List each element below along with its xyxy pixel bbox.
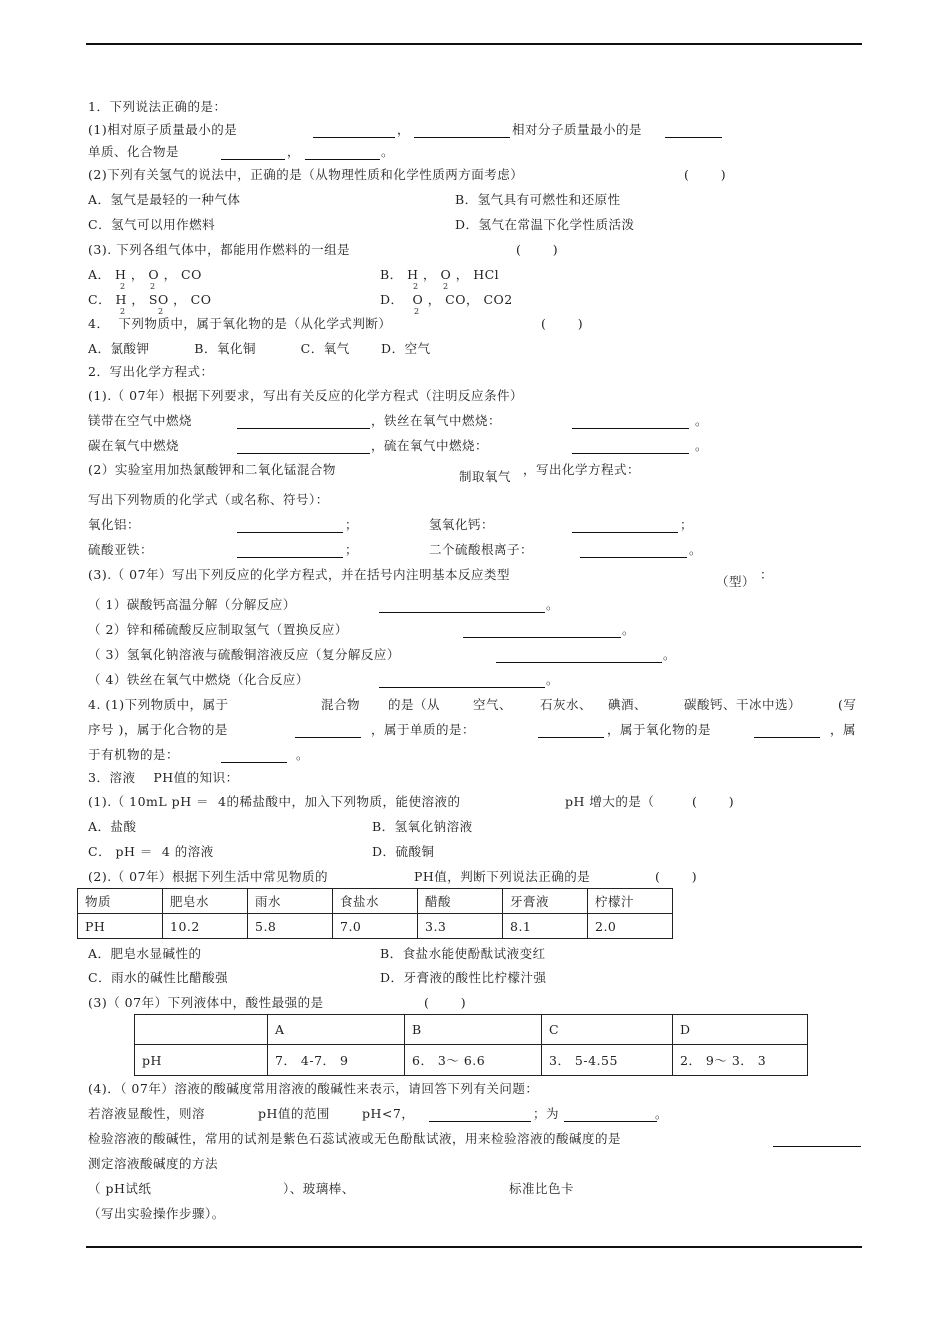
s2-q2-r2c: 二个硫酸根离子： <box>429 542 534 557</box>
blank[interactable] <box>773 1146 861 1147</box>
table-cell: 6． 3～ 6.6 <box>405 1045 542 1076</box>
answer-paren[interactable]: ( ) <box>692 794 735 809</box>
blank[interactable] <box>221 159 285 160</box>
s1-q3-text: (3). 下列各组气体中，都能用作燃料的一组是 <box>88 242 351 257</box>
s2-q4-l3a: 于有机物的是： <box>88 747 180 762</box>
s2-q3-end2: ： <box>760 567 774 582</box>
option-c: C．雨水的碱性比醋酸强 <box>88 970 229 985</box>
table-cell: PH <box>78 914 163 939</box>
option-b: B．食盐水能使酚酞试液变红 <box>380 946 546 961</box>
blank[interactable] <box>572 428 689 429</box>
section1-heading: 1．下列说法正确的是： <box>88 99 227 114</box>
table-header-cell: 醋酸 <box>418 889 503 914</box>
period: 。 <box>695 438 709 453</box>
s2-q2-mid: 制取氧气 <box>459 469 512 484</box>
s2-q1-r1a: 镁带在空气中燃烧 <box>88 413 193 428</box>
subscript: 2 <box>443 282 449 291</box>
table-cell: 2.0 <box>588 914 673 939</box>
blank[interactable] <box>379 612 545 613</box>
table-cell: 2． 9～ 3． 3 <box>673 1045 808 1076</box>
s2-q4-f: 碘酒、 <box>608 697 648 712</box>
s2-q3-end: （型） <box>716 574 756 589</box>
s2-q2-r1a: 氧化铝： <box>88 517 141 532</box>
s2-q4-d: 空气、 <box>473 697 513 712</box>
s2-q1-r2b: ，硫在氧气中燃烧： <box>371 438 489 453</box>
option-a: A．氢气是最轻的一种气体 <box>88 192 241 207</box>
table-cell: pH <box>135 1045 268 1076</box>
s2-q2-end: ，写出化学方程式： <box>523 462 641 477</box>
s3-q4-l5c: 标准比色卡 <box>509 1181 575 1196</box>
s2-q4-e: 石灰水、 <box>540 697 593 712</box>
s2-q2-r1b: ； <box>345 517 359 532</box>
blank[interactable] <box>564 1121 657 1122</box>
s3-q4-l2a: 若溶液显酸性，则溶 <box>88 1106 206 1121</box>
s1-q2-text: (2)下列有关氢气的说法中，正确的是（从物理性质和化学性质两方面考虑） <box>88 167 524 182</box>
option-a: A．肥皂水显碱性的 <box>88 946 202 961</box>
s3-q4-l5a: （ pH试纸 <box>88 1181 152 1196</box>
answer-paren[interactable]: ( ) <box>516 242 559 257</box>
s2-q4-a: 4. (1)下列物质中，属于 <box>88 697 229 712</box>
subscript: 2 <box>150 282 156 291</box>
section2-heading: 2．写出化学方程式： <box>88 364 214 379</box>
s2-q3-s4: （ 4）铁丝在氧气中燃烧（化合反应） <box>88 672 309 687</box>
ph-table <box>77 888 673 939</box>
blank[interactable] <box>237 532 343 533</box>
s2-q1-r1b: ，铁丝在氧气中燃烧： <box>371 413 502 428</box>
s3-q4-text: (4)．（ 07年）溶液的酸碱度常用溶液的酸碱性来表示，请回答下列有关问题： <box>88 1081 539 1096</box>
blank[interactable] <box>463 637 621 638</box>
option-d: D．硫酸铜 <box>372 844 435 859</box>
table-header-cell: 物质 <box>78 889 163 914</box>
s3-q4-l4: 测定溶液酸碱度的方法 <box>88 1156 219 1171</box>
table-cell: 7.0 <box>333 914 418 939</box>
table-header-cell: A <box>268 1015 405 1045</box>
table-header-cell: 牙膏液 <box>503 889 588 914</box>
s2-q2-r2d: 。 <box>689 542 703 557</box>
header-rule <box>86 43 862 45</box>
table-header-cell: C <box>542 1015 673 1045</box>
s2-q2-line2: 写出下列物质的化学式（或名称、符号）： <box>88 492 329 507</box>
blank[interactable] <box>295 737 361 738</box>
s2-q2-r1d: ； <box>680 517 694 532</box>
answer-paren[interactable]: ( ) <box>424 995 467 1010</box>
blank[interactable] <box>237 453 370 454</box>
s2-q4-l2c: ，属于氧化物的是 <box>607 722 712 737</box>
table-cell: 7． 4-7． 9 <box>268 1045 405 1076</box>
table-header-cell <box>135 1015 268 1045</box>
footer-rule <box>86 1246 862 1248</box>
s3-q4-l6: （写出实验操作步骤）。 <box>88 1206 225 1221</box>
s3-q4-l2b: pH值的范围 <box>258 1106 330 1121</box>
blank[interactable] <box>572 453 689 454</box>
s2-q2-r1c: 氢氧化钙： <box>429 517 495 532</box>
table-cell: 5.8 <box>248 914 333 939</box>
answer-paren[interactable]: ( ) <box>541 316 584 331</box>
s1-q1-text2: 相对分子质量最小的是 <box>512 122 643 137</box>
acidity-table <box>134 1014 808 1076</box>
subscript: 2 <box>120 282 126 291</box>
table-header-cell: 雨水 <box>248 889 333 914</box>
option-b: B． H ， O ， HCl <box>380 267 500 282</box>
option-d: D．牙膏液的酸性比柠檬汁强 <box>380 970 547 985</box>
option-d: D． O ， CO， CO2 <box>380 292 513 307</box>
blank[interactable] <box>414 137 510 138</box>
table-header-cell: B <box>405 1015 542 1045</box>
s2-q3-text: (3).（ 07年）写出下列反应的化学方程式，并在括号内注明基本反应类型 <box>88 567 511 582</box>
blank[interactable] <box>665 137 722 138</box>
blank[interactable] <box>580 557 687 558</box>
s3-q4-l5b: ）、玻璃棒、 <box>283 1181 355 1196</box>
blank[interactable] <box>313 137 395 138</box>
s2-q3-s1: （ 1）碳酸钙高温分解（分解反应） <box>88 597 296 612</box>
s3-q2-text: (2).（ 07年）根据下列生活中常见物质的 <box>88 869 329 884</box>
s3-q1-tail: pH 增大的是（ <box>565 794 655 809</box>
blank[interactable] <box>538 737 604 738</box>
answer-paren[interactable]: ( ) <box>655 869 698 884</box>
subscript: 2 <box>414 307 420 316</box>
s2-q3-s3: （ 3）氢氧化钠溶液与硫酸铜溶液反应（复分解反应） <box>88 647 400 662</box>
s2-q1-text: (1).（ 07年）根据下列要求，写出有关反应的化学方程式（注明反应条件） <box>88 388 524 403</box>
option-a: A． H ， O ， CO <box>88 267 202 282</box>
blank[interactable] <box>379 687 545 688</box>
option-b: B．氢氧化钠溶液 <box>372 819 473 834</box>
blank[interactable] <box>237 557 343 558</box>
option-c: C． pH ＝ 4 的溶液 <box>88 844 214 859</box>
s1-q1-line2-end: 。 <box>381 144 395 159</box>
subscript: 2 <box>158 307 164 316</box>
table-header-cell: D <box>673 1015 808 1045</box>
s3-q4-l2c: pH<7， <box>362 1106 415 1121</box>
answer-paren[interactable]: ( ) <box>684 167 727 182</box>
s2-q2-r2b: ； <box>345 542 359 557</box>
table-header-cell: 肥皂水 <box>163 889 248 914</box>
s2-q4-paren: (写 <box>838 697 857 712</box>
s3-q4-l2e: 。 <box>655 1106 669 1121</box>
s3-q3-text: (3)（ 07年）下列液体中，酸性最强的是 <box>88 995 324 1010</box>
s1-q1-line2-comma: ， <box>287 144 301 159</box>
blank[interactable] <box>305 159 380 160</box>
table-cell: 8.1 <box>503 914 588 939</box>
s2-q2-r2a: 硫酸亚铁： <box>88 542 154 557</box>
s3-q2-tail: PH值，判断下列说法正确的是 <box>414 869 591 884</box>
period: 。 <box>546 672 560 687</box>
blank[interactable] <box>221 762 287 763</box>
option-c: C． H ， SO ， CO <box>88 292 212 307</box>
period: 。 <box>546 597 560 612</box>
blank[interactable] <box>572 532 678 533</box>
s2-q3-s2: （ 2）锌和稀硫酸反应制取氢气（置换反应） <box>88 622 348 637</box>
table-cell: 3． 5-4.55 <box>542 1045 673 1076</box>
period: 。 <box>695 413 709 428</box>
period: 。 <box>622 622 636 637</box>
table-cell: 10.2 <box>163 914 248 939</box>
s1-q1-comma: ， <box>397 122 411 137</box>
blank[interactable] <box>754 737 820 738</box>
blank[interactable] <box>496 662 662 663</box>
subscript: 2 <box>413 282 419 291</box>
s1-q1-line2: 单质、化合物是 <box>88 144 180 159</box>
s3-q4-l3: 检验溶液的酸碱性，常用的试剂是紫色石蕊试液或无色酚酞试液，用来检验溶液的酸碱度的是 <box>88 1131 622 1146</box>
s2-q4-l3b: 。 <box>296 747 310 762</box>
s2-q4-g: 碳酸钙、干冰中选） <box>684 697 802 712</box>
option-c: C．氢气可以用作燃料 <box>88 217 216 232</box>
s3-q4-l2d: ；为 <box>533 1106 560 1121</box>
s2-q4-l2b: ，属于单质的是： <box>371 722 476 737</box>
table-header-cell: 柠檬汁 <box>588 889 673 914</box>
option-b: B．氢气具有可燃性和还原性 <box>455 192 621 207</box>
s2-q4-l2d: ，属 <box>830 722 857 737</box>
blank[interactable] <box>429 1121 531 1122</box>
s1-q4-options: A．氯酸钾 B．氧化铜 C．氧气 D．空气 <box>88 341 431 356</box>
period: 。 <box>663 647 677 662</box>
option-d: D．氢气在常温下化学性质活泼 <box>455 217 635 232</box>
subscript: 2 <box>120 307 126 316</box>
s2-q4-l2a: 序号 )，属于化合物的是 <box>88 722 228 737</box>
s2-q1-r2a: 碳在氧气中燃烧 <box>88 438 180 453</box>
s2-q2-text: (2）实验室用加热氯酸钾和二氧化锰混合物 <box>88 462 336 477</box>
table-cell: 3.3 <box>418 914 503 939</box>
s1-q1-text: (1)相对原子质量最小的是 <box>88 122 238 137</box>
blank[interactable] <box>237 428 370 429</box>
table-header-cell: 食盐水 <box>333 889 418 914</box>
option-a: A．盐酸 <box>88 819 137 834</box>
section3-heading: 3．溶液 PH值的知识： <box>88 770 239 785</box>
s1-q4-text: 4． 下列物质中，属于氧化物的是（从化学式判断） <box>88 316 392 331</box>
s3-q1-text: (1).（ 10mL pH ＝ 4的稀盐酸中，加入下列物质，能使溶液的 <box>88 794 461 809</box>
s2-q4-b: 混合物 <box>321 697 361 712</box>
s2-q4-c: 的是（从 <box>388 697 441 712</box>
